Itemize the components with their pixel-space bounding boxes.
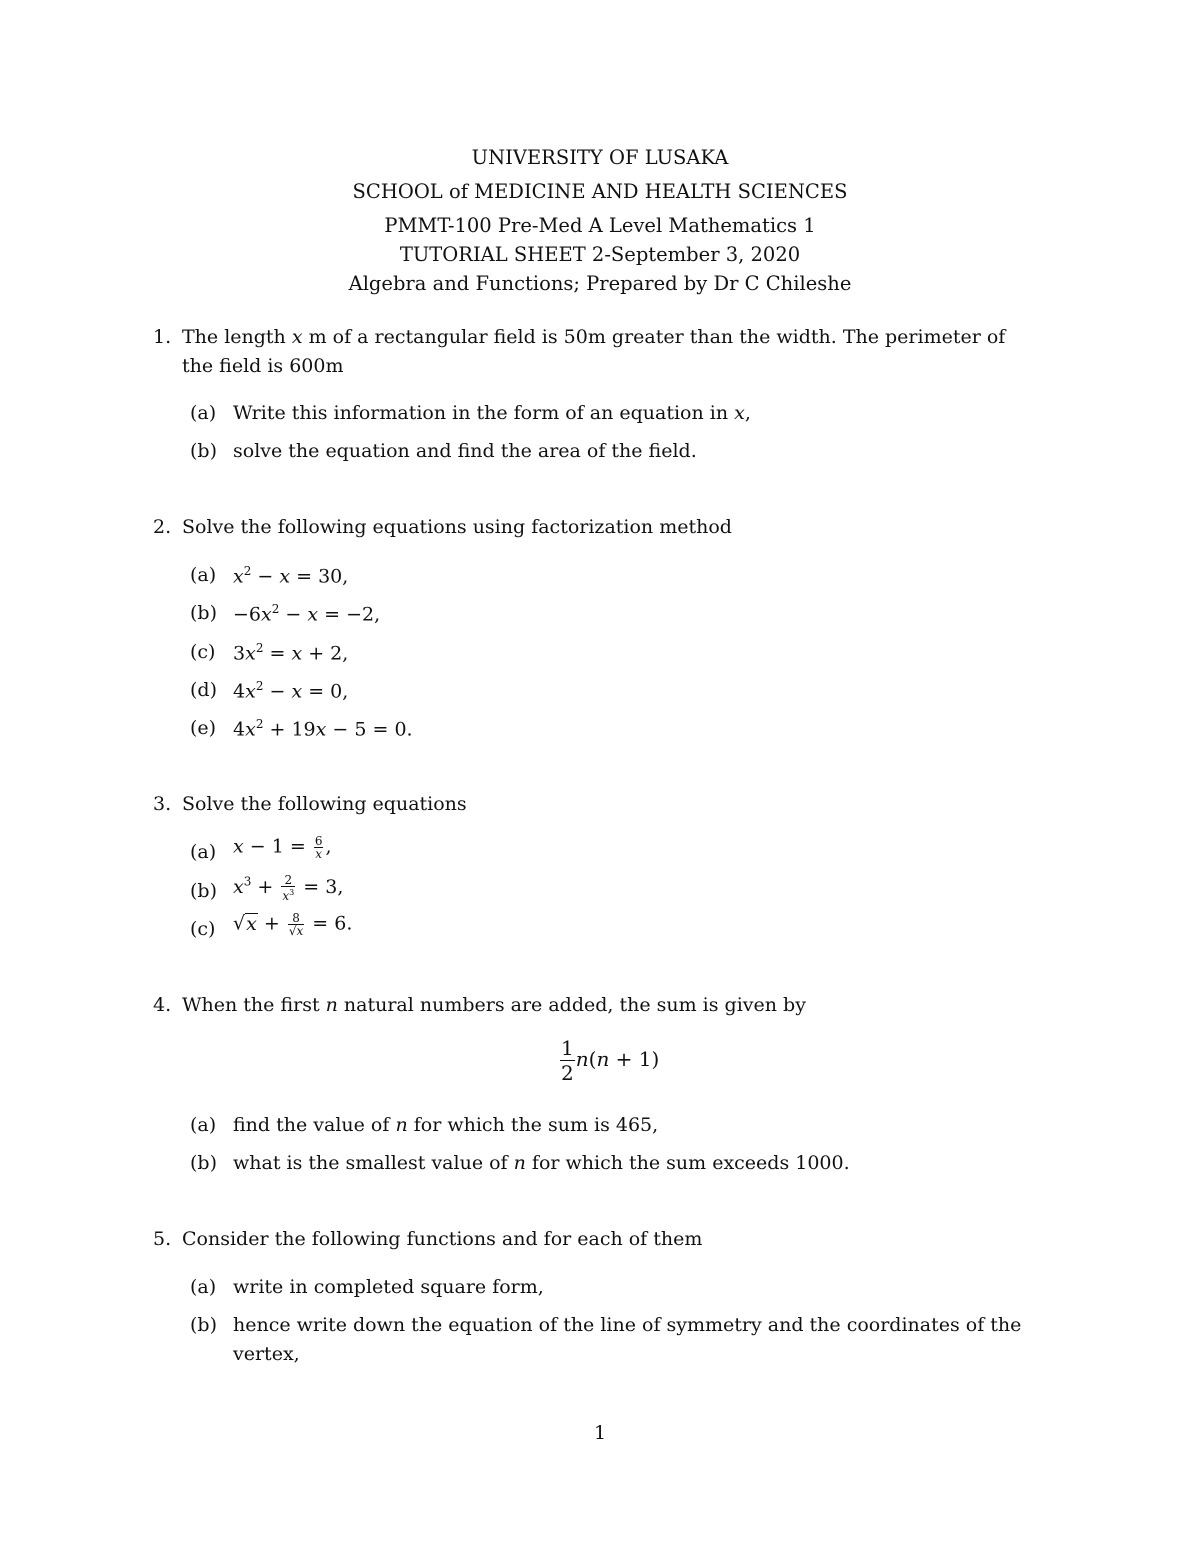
q4-number: 4.: [153, 994, 172, 1016]
q5a-text: write in completed square form,: [233, 1276, 544, 1298]
q2c-equation: $3x^2 = x + 2$,: [233, 641, 349, 665]
sheet-title: TUTORIAL SHEET 2-September 3, 2020: [399, 243, 801, 266]
course-title: PMMT-100 Pre-Med A Level Mathematics 1: [384, 214, 816, 237]
school-name: SCHOOL of MEDICINE AND HEALTH SCIENCES: [352, 180, 848, 203]
q5b-text-line2: vertex,: [233, 1343, 300, 1365]
q2-text: Solve the following equations using factorization method: [182, 516, 732, 538]
university-name: UNIVERSITY OF LUSAKA: [471, 146, 729, 169]
q2d-equation: $4x^2 - x = 0$,: [233, 679, 349, 703]
q4-text: When the first n natural numbers are added, the sum is given by: [182, 994, 806, 1016]
q3b-label: (b): [190, 880, 217, 902]
q5a-label: (a): [190, 1276, 217, 1298]
q2a-label: (a): [190, 564, 217, 586]
q3-number: 3.: [153, 793, 172, 815]
q4-sum-formula: $\frac{1}{2}$ n(n + 1): [561, 1036, 660, 1085]
q3c-equation: √x + $\frac{8}{√x}$ = 6.: [233, 911, 353, 938]
q1-text-line2: the field is 600m: [182, 355, 344, 377]
q2b-equation: $-6x^2 - x = -2$,: [233, 602, 381, 626]
q4a-label: (a): [190, 1114, 217, 1136]
q4b-text: what is the smallest value of n for which the sum exceeds 1000.: [233, 1152, 850, 1174]
q2a-equation: $x^2 - x = 30$,: [233, 564, 349, 588]
q5-text: Consider the following functions and for each of them: [182, 1228, 703, 1250]
q2e-label: (e): [190, 717, 217, 739]
q3a-equation: x − 1 = $\frac{6}{x}$ ,: [233, 834, 332, 861]
q1-number: 1.: [153, 326, 172, 348]
q5-number: 5.: [153, 1228, 172, 1250]
q1a-text: Write this information in the form of an equation in x,: [233, 402, 751, 424]
q2b-label: (b): [190, 602, 217, 624]
q1a-label: (a): [190, 402, 217, 424]
sheet-subtitle: Algebra and Functions; Prepared by Dr C Chileshe: [348, 272, 852, 295]
q1b-label: (b): [190, 440, 217, 462]
q5b-text-line1: hence write down the equation of the line of symmetry and the coordinates of the: [233, 1314, 1022, 1336]
q2d-label: (d): [190, 679, 217, 701]
q1b-text: solve the equation and find the area of the field.: [233, 440, 697, 462]
q2c-label: (c): [190, 641, 216, 663]
q3-text: Solve the following equations: [182, 793, 467, 815]
q4b-label: (b): [190, 1152, 217, 1174]
q3c-label: (c): [190, 918, 216, 940]
page-number: 1: [593, 1422, 607, 1444]
q4a-text: find the value of n for which the sum is 465,: [233, 1114, 659, 1136]
q2e-equation: $4x^2 + 19x - 5 = 0$.: [233, 717, 413, 741]
q1-text-line1: The length x m of a rectangular field is 50m greater than the width. The perimeter of: [182, 326, 1006, 348]
q2-number: 2.: [153, 516, 172, 538]
q3b-equation: $x^3$ + $\frac{2}{x^3}$ = 3,: [233, 873, 344, 903]
q3a-label: (a): [190, 841, 217, 863]
q5b-label: (b): [190, 1314, 217, 1336]
